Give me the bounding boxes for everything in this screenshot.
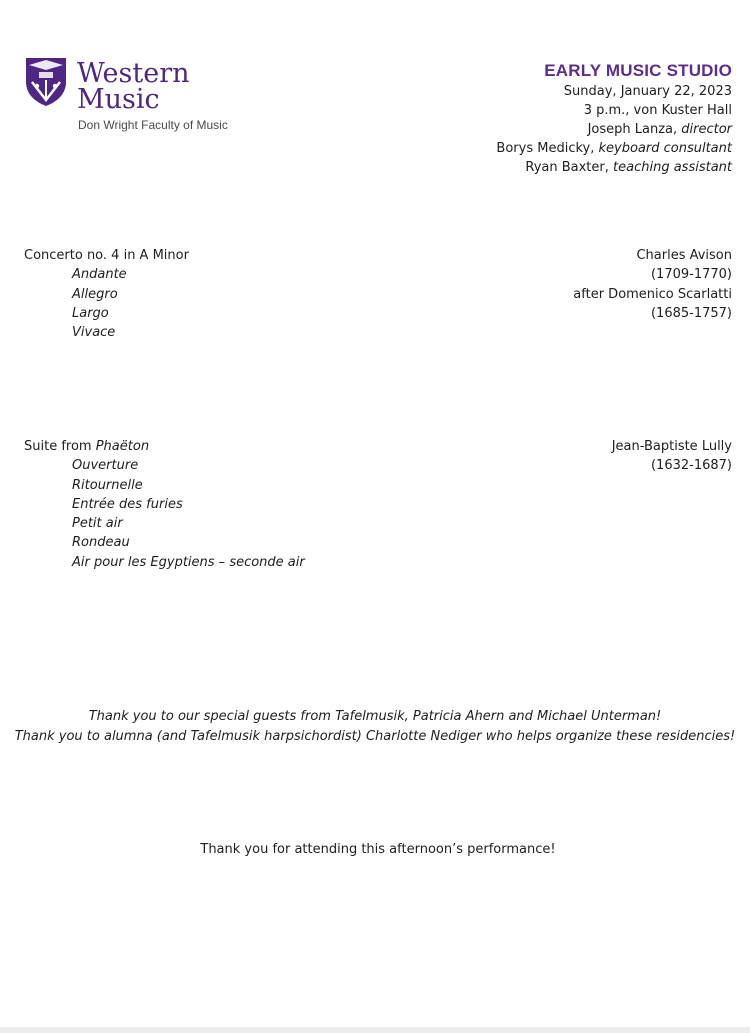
staff-keyboard-consultant xyxy=(496,139,732,158)
work-title xyxy=(24,246,189,265)
staff-name: Borys Medicky, xyxy=(496,141,599,156)
composer-line: (1632-1687) xyxy=(650,458,732,474)
concert-header xyxy=(496,60,732,177)
staff-name: Ryan Baxter, xyxy=(525,160,614,175)
work-title xyxy=(24,437,305,456)
work-title-text: Suite from xyxy=(24,439,96,454)
staff-role: teaching assistant xyxy=(613,160,732,175)
western-crest-icon xyxy=(24,56,68,108)
program-item-avison xyxy=(24,246,189,342)
composer-line: (1709-1770) xyxy=(650,267,732,283)
composer-line: Charles Avison xyxy=(636,248,732,263)
composer-line: Jean-Baptiste Lully xyxy=(611,439,732,454)
acknowledgements xyxy=(0,707,750,746)
western-music-logo xyxy=(24,56,284,136)
thanks-line: Thank you to our special guests from Tafelmusik, Patricia Ahern and Michael Unterman! xyxy=(88,709,662,724)
work-title-italic: Phaëton xyxy=(95,439,150,454)
logo-word-music: Music xyxy=(77,84,160,115)
movement: Entrée des furies xyxy=(72,496,183,512)
concert-date: Sunday, January 22, 2023 xyxy=(563,84,732,99)
movement: Ouverture xyxy=(72,458,139,474)
staff-director xyxy=(496,120,732,139)
composer-line: after Domenico Scarlatti xyxy=(573,286,732,302)
movement: Ritournelle xyxy=(72,477,143,493)
composer-line: (1685-1757) xyxy=(650,305,732,321)
concert-time-venue: 3 p.m., von Kuster Hall xyxy=(583,103,732,118)
ensemble-title: EARLY MUSIC STUDIO xyxy=(544,61,732,80)
staff-name: Joseph Lanza, xyxy=(587,122,682,137)
staff-role: director xyxy=(681,122,732,137)
closing-message: Thank you for attending this afternoon’s performance! xyxy=(200,842,556,857)
thanks-line: Thank you to alumna (and Tafelmusik harpsichordist) Charlotte Nediger who helps organize these residencies! xyxy=(14,728,736,744)
movement: Air pour les Egyptiens – seconde air xyxy=(72,554,305,570)
composer-lully xyxy=(612,437,732,476)
staff-role: keyboard consultant xyxy=(598,141,732,156)
movement: Allegro xyxy=(72,286,118,302)
movement: Petit air xyxy=(72,516,123,532)
page-edge-divider xyxy=(0,1027,750,1033)
logo-faculty-name: Don Wright Faculty of Music xyxy=(78,118,228,132)
staff-teaching-assistant xyxy=(496,158,732,177)
movement: Rondeau xyxy=(72,535,130,551)
program-item-lully xyxy=(24,437,305,572)
movement: Largo xyxy=(72,305,109,321)
composer-avison xyxy=(573,246,732,323)
logo-word-western: Western xyxy=(77,58,190,89)
work-title-text: Concerto no. 4 in A Minor xyxy=(24,248,189,263)
movement: Andante xyxy=(72,267,127,283)
movement: Vivace xyxy=(72,325,116,341)
